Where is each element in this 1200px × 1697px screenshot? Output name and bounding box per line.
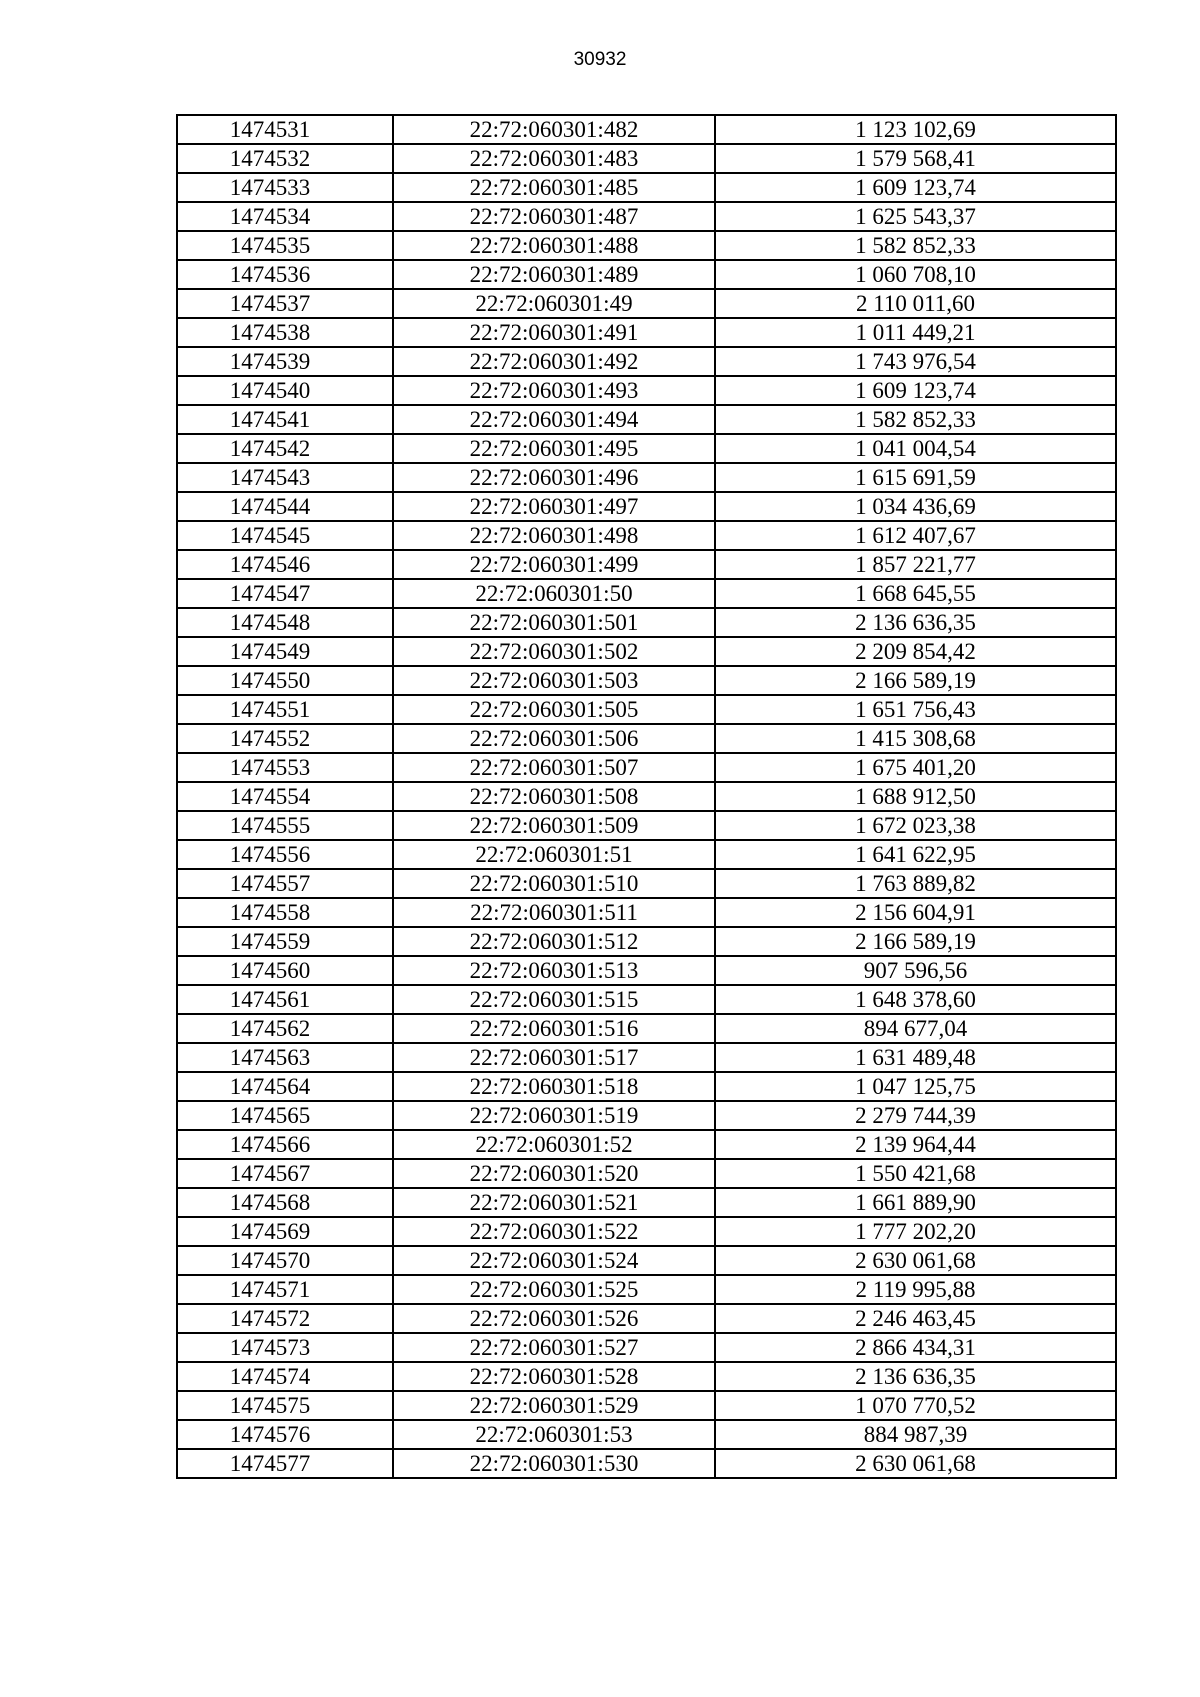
cadastral-value-cell: 884 987,39: [715, 1420, 1116, 1449]
cadastral-number-cell: 22:72:060301:496: [393, 463, 715, 492]
cadastral-number-cell: 22:72:060301:498: [393, 521, 715, 550]
row-id-cell: 1474546: [177, 550, 393, 579]
row-id-cell: 1474547: [177, 579, 393, 608]
cadastral-value-cell: 1 415 308,68: [715, 724, 1116, 753]
cadastral-value-cell: 1 651 756,43: [715, 695, 1116, 724]
row-id-cell: 1474556: [177, 840, 393, 869]
table-row: [177, 115, 1116, 144]
cadastral-number-cell: 22:72:060301:503: [393, 666, 715, 695]
cadastral-value-cell: 1 857 221,77: [715, 550, 1116, 579]
cadastral-value-cell: 1 579 568,41: [715, 144, 1116, 173]
cadastral-value-cell: 1 625 543,37: [715, 202, 1116, 231]
row-id-cell: 1474541: [177, 405, 393, 434]
table-row: [177, 173, 1116, 202]
cadastral-value-cell: 1 582 852,33: [715, 231, 1116, 260]
table-row: [177, 1449, 1116, 1478]
cadastral-value-cell: 2 630 061,68: [715, 1449, 1116, 1478]
cadastral-number-cell: 22:72:060301:482: [393, 115, 715, 144]
row-id-cell: 1474562: [177, 1014, 393, 1043]
cadastral-value-cell: 1 641 622,95: [715, 840, 1116, 869]
table-row: [177, 985, 1116, 1014]
cadastral-value-cell: 1 743 976,54: [715, 347, 1116, 376]
table-row: [177, 405, 1116, 434]
table-row: [177, 608, 1116, 637]
table-row: [177, 1072, 1116, 1101]
cadastral-number-cell: 22:72:060301:522: [393, 1217, 715, 1246]
row-id-cell: 1474570: [177, 1246, 393, 1275]
cadastral-number-cell: 22:72:060301:502: [393, 637, 715, 666]
table-row: [177, 202, 1116, 231]
table-row: [177, 144, 1116, 173]
row-id-cell: 1474558: [177, 898, 393, 927]
row-id-cell: 1474532: [177, 144, 393, 173]
row-id-cell: 1474553: [177, 753, 393, 782]
cadastral-number-cell: 22:72:060301:511: [393, 898, 715, 927]
cadastral-number-cell: 22:72:060301:529: [393, 1391, 715, 1420]
row-id-cell: 1474557: [177, 869, 393, 898]
row-id-cell: 1474564: [177, 1072, 393, 1101]
table-row: [177, 695, 1116, 724]
table-row: [177, 318, 1116, 347]
cadastral-number-cell: 22:72:060301:525: [393, 1275, 715, 1304]
cadastral-value-cell: 2 166 589,19: [715, 666, 1116, 695]
table-row: [177, 1304, 1116, 1333]
cadastral-value-cell: 2 279 744,39: [715, 1101, 1116, 1130]
table-row: [177, 782, 1116, 811]
cadastral-number-cell: 22:72:060301:512: [393, 927, 715, 956]
row-id-cell: 1474535: [177, 231, 393, 260]
table-row: [177, 1014, 1116, 1043]
cadastral-value-cell: 1 034 436,69: [715, 492, 1116, 521]
table-row: [177, 376, 1116, 405]
table-row: [177, 1101, 1116, 1130]
cadastral-number-cell: 22:72:060301:527: [393, 1333, 715, 1362]
row-id-cell: 1474544: [177, 492, 393, 521]
cadastral-number-cell: 22:72:060301:51: [393, 840, 715, 869]
row-id-cell: 1474552: [177, 724, 393, 753]
cadastral-value-table: [176, 114, 1117, 1479]
row-id-cell: 1474576: [177, 1420, 393, 1449]
cadastral-value-cell: 2 136 636,35: [715, 608, 1116, 637]
row-id-cell: 1474555: [177, 811, 393, 840]
row-id-cell: 1474538: [177, 318, 393, 347]
cadastral-value-cell: 1 609 123,74: [715, 173, 1116, 202]
table-row: [177, 840, 1116, 869]
cadastral-value-cell: 1 672 023,38: [715, 811, 1116, 840]
cadastral-value-cell: 1 123 102,69: [715, 115, 1116, 144]
table-body: [177, 115, 1116, 1478]
table-row: [177, 1246, 1116, 1275]
cadastral-number-cell: 22:72:060301:485: [393, 173, 715, 202]
table-row: [177, 347, 1116, 376]
row-id-cell: 1474537: [177, 289, 393, 318]
table-row: [177, 1391, 1116, 1420]
cadastral-value-cell: 1 763 889,82: [715, 869, 1116, 898]
cadastral-number-cell: 22:72:060301:495: [393, 434, 715, 463]
cadastral-number-cell: 22:72:060301:493: [393, 376, 715, 405]
table-row: [177, 869, 1116, 898]
cadastral-value-cell: 2 166 589,19: [715, 927, 1116, 956]
table-row: [177, 1420, 1116, 1449]
cadastral-number-cell: 22:72:060301:521: [393, 1188, 715, 1217]
cadastral-number-cell: 22:72:060301:49: [393, 289, 715, 318]
table-row: [177, 579, 1116, 608]
cadastral-value-cell: 1 615 691,59: [715, 463, 1116, 492]
cadastral-value-cell: 1 688 912,50: [715, 782, 1116, 811]
row-id-cell: 1474563: [177, 1043, 393, 1072]
cadastral-value-cell: 1 060 708,10: [715, 260, 1116, 289]
cadastral-number-cell: 22:72:060301:501: [393, 608, 715, 637]
cadastral-number-cell: 22:72:060301:513: [393, 956, 715, 985]
row-id-cell: 1474550: [177, 666, 393, 695]
page-number: 30932: [573, 49, 627, 70]
cadastral-value-cell: 894 677,04: [715, 1014, 1116, 1043]
row-id-cell: 1474540: [177, 376, 393, 405]
cadastral-number-cell: 22:72:060301:488: [393, 231, 715, 260]
row-id-cell: 1474575: [177, 1391, 393, 1420]
cadastral-number-cell: 22:72:060301:50: [393, 579, 715, 608]
row-id-cell: 1474574: [177, 1362, 393, 1391]
row-id-cell: 1474542: [177, 434, 393, 463]
cadastral-number-cell: 22:72:060301:530: [393, 1449, 715, 1478]
row-id-cell: 1474549: [177, 637, 393, 666]
cadastral-number-cell: 22:72:060301:494: [393, 405, 715, 434]
row-id-cell: 1474566: [177, 1130, 393, 1159]
row-id-cell: 1474561: [177, 985, 393, 1014]
table-row: [177, 927, 1116, 956]
cadastral-number-cell: 22:72:060301:505: [393, 695, 715, 724]
cadastral-value-cell: 1 550 421,68: [715, 1159, 1116, 1188]
cadastral-number-cell: 22:72:060301:508: [393, 782, 715, 811]
cadastral-number-cell: 22:72:060301:528: [393, 1362, 715, 1391]
row-id-cell: 1474569: [177, 1217, 393, 1246]
table-row: [177, 956, 1116, 985]
cadastral-number-cell: 22:72:060301:518: [393, 1072, 715, 1101]
cadastral-number-cell: 22:72:060301:509: [393, 811, 715, 840]
row-id-cell: 1474577: [177, 1449, 393, 1478]
cadastral-number-cell: 22:72:060301:507: [393, 753, 715, 782]
row-id-cell: 1474548: [177, 608, 393, 637]
cadastral-number-cell: 22:72:060301:487: [393, 202, 715, 231]
cadastral-value-cell: 1 582 852,33: [715, 405, 1116, 434]
row-id-cell: 1474536: [177, 260, 393, 289]
table-row: [177, 1362, 1116, 1391]
row-id-cell: 1474560: [177, 956, 393, 985]
cadastral-number-cell: 22:72:060301:519: [393, 1101, 715, 1130]
cadastral-value-cell: 1 661 889,90: [715, 1188, 1116, 1217]
row-id-cell: 1474533: [177, 173, 393, 202]
cadastral-value-cell: 1 648 378,60: [715, 985, 1116, 1014]
cadastral-value-cell: 1 011 449,21: [715, 318, 1116, 347]
row-id-cell: 1474545: [177, 521, 393, 550]
cadastral-number-cell: 22:72:060301:53: [393, 1420, 715, 1449]
cadastral-number-cell: 22:72:060301:526: [393, 1304, 715, 1333]
cadastral-value-cell: 1 070 770,52: [715, 1391, 1116, 1420]
table-row: [177, 1130, 1116, 1159]
row-id-cell: 1474551: [177, 695, 393, 724]
table-row: [177, 1275, 1116, 1304]
cadastral-value-cell: 1 668 645,55: [715, 579, 1116, 608]
table-row: [177, 492, 1116, 521]
row-id-cell: 1474559: [177, 927, 393, 956]
table-row: [177, 1043, 1116, 1072]
table-row: [177, 753, 1116, 782]
table-row: [177, 521, 1116, 550]
table-row: [177, 434, 1116, 463]
cadastral-number-cell: 22:72:060301:524: [393, 1246, 715, 1275]
table-row: [177, 666, 1116, 695]
cadastral-number-cell: 22:72:060301:510: [393, 869, 715, 898]
table-row: [177, 550, 1116, 579]
cadastral-value-cell: 1 777 202,20: [715, 1217, 1116, 1246]
table-row: [177, 289, 1116, 318]
row-id-cell: 1474572: [177, 1304, 393, 1333]
table-row: [177, 1159, 1116, 1188]
cadastral-value-cell: 1 609 123,74: [715, 376, 1116, 405]
cadastral-number-cell: 22:72:060301:489: [393, 260, 715, 289]
cadastral-number-cell: 22:72:060301:516: [393, 1014, 715, 1043]
cadastral-value-cell: 1 047 125,75: [715, 1072, 1116, 1101]
cadastral-value-cell: 2 156 604,91: [715, 898, 1116, 927]
cadastral-number-cell: 22:72:060301:520: [393, 1159, 715, 1188]
cadastral-value-cell: 907 596,56: [715, 956, 1116, 985]
cadastral-value-cell: 2 246 463,45: [715, 1304, 1116, 1333]
row-id-cell: 1474531: [177, 115, 393, 144]
cadastral-number-cell: 22:72:060301:52: [393, 1130, 715, 1159]
table-row: [177, 898, 1116, 927]
cadastral-value-cell: 2 139 964,44: [715, 1130, 1116, 1159]
cadastral-value-cell: 1 041 004,54: [715, 434, 1116, 463]
table-row: [177, 637, 1116, 666]
table-row: [177, 724, 1116, 753]
table-row: [177, 811, 1116, 840]
table-row: [177, 260, 1116, 289]
cadastral-number-cell: 22:72:060301:492: [393, 347, 715, 376]
cadastral-value-cell: 1 612 407,67: [715, 521, 1116, 550]
cadastral-value-cell: 2 119 995,88: [715, 1275, 1116, 1304]
cadastral-value-cell: 2 136 636,35: [715, 1362, 1116, 1391]
row-id-cell: 1474568: [177, 1188, 393, 1217]
cadastral-value-cell: 1 631 489,48: [715, 1043, 1116, 1072]
row-id-cell: 1474554: [177, 782, 393, 811]
cadastral-number-cell: 22:72:060301:497: [393, 492, 715, 521]
table-row: [177, 1188, 1116, 1217]
cadastral-value-cell: 1 675 401,20: [715, 753, 1116, 782]
cadastral-value-cell: 2 209 854,42: [715, 637, 1116, 666]
row-id-cell: 1474543: [177, 463, 393, 492]
cadastral-value-cell: 2 630 061,68: [715, 1246, 1116, 1275]
row-id-cell: 1474571: [177, 1275, 393, 1304]
row-id-cell: 1474565: [177, 1101, 393, 1130]
table-row: [177, 463, 1116, 492]
table-row: [177, 1217, 1116, 1246]
cadastral-number-cell: 22:72:060301:483: [393, 144, 715, 173]
row-id-cell: 1474567: [177, 1159, 393, 1188]
table-row: [177, 231, 1116, 260]
cadastral-number-cell: 22:72:060301:499: [393, 550, 715, 579]
cadastral-number-cell: 22:72:060301:506: [393, 724, 715, 753]
table-row: [177, 1333, 1116, 1362]
row-id-cell: 1474534: [177, 202, 393, 231]
cadastral-value-cell: 2 110 011,60: [715, 289, 1116, 318]
cadastral-number-cell: 22:72:060301:491: [393, 318, 715, 347]
cadastral-number-cell: 22:72:060301:517: [393, 1043, 715, 1072]
cadastral-value-cell: 2 866 434,31: [715, 1333, 1116, 1362]
row-id-cell: 1474539: [177, 347, 393, 376]
cadastral-number-cell: 22:72:060301:515: [393, 985, 715, 1014]
row-id-cell: 1474573: [177, 1333, 393, 1362]
